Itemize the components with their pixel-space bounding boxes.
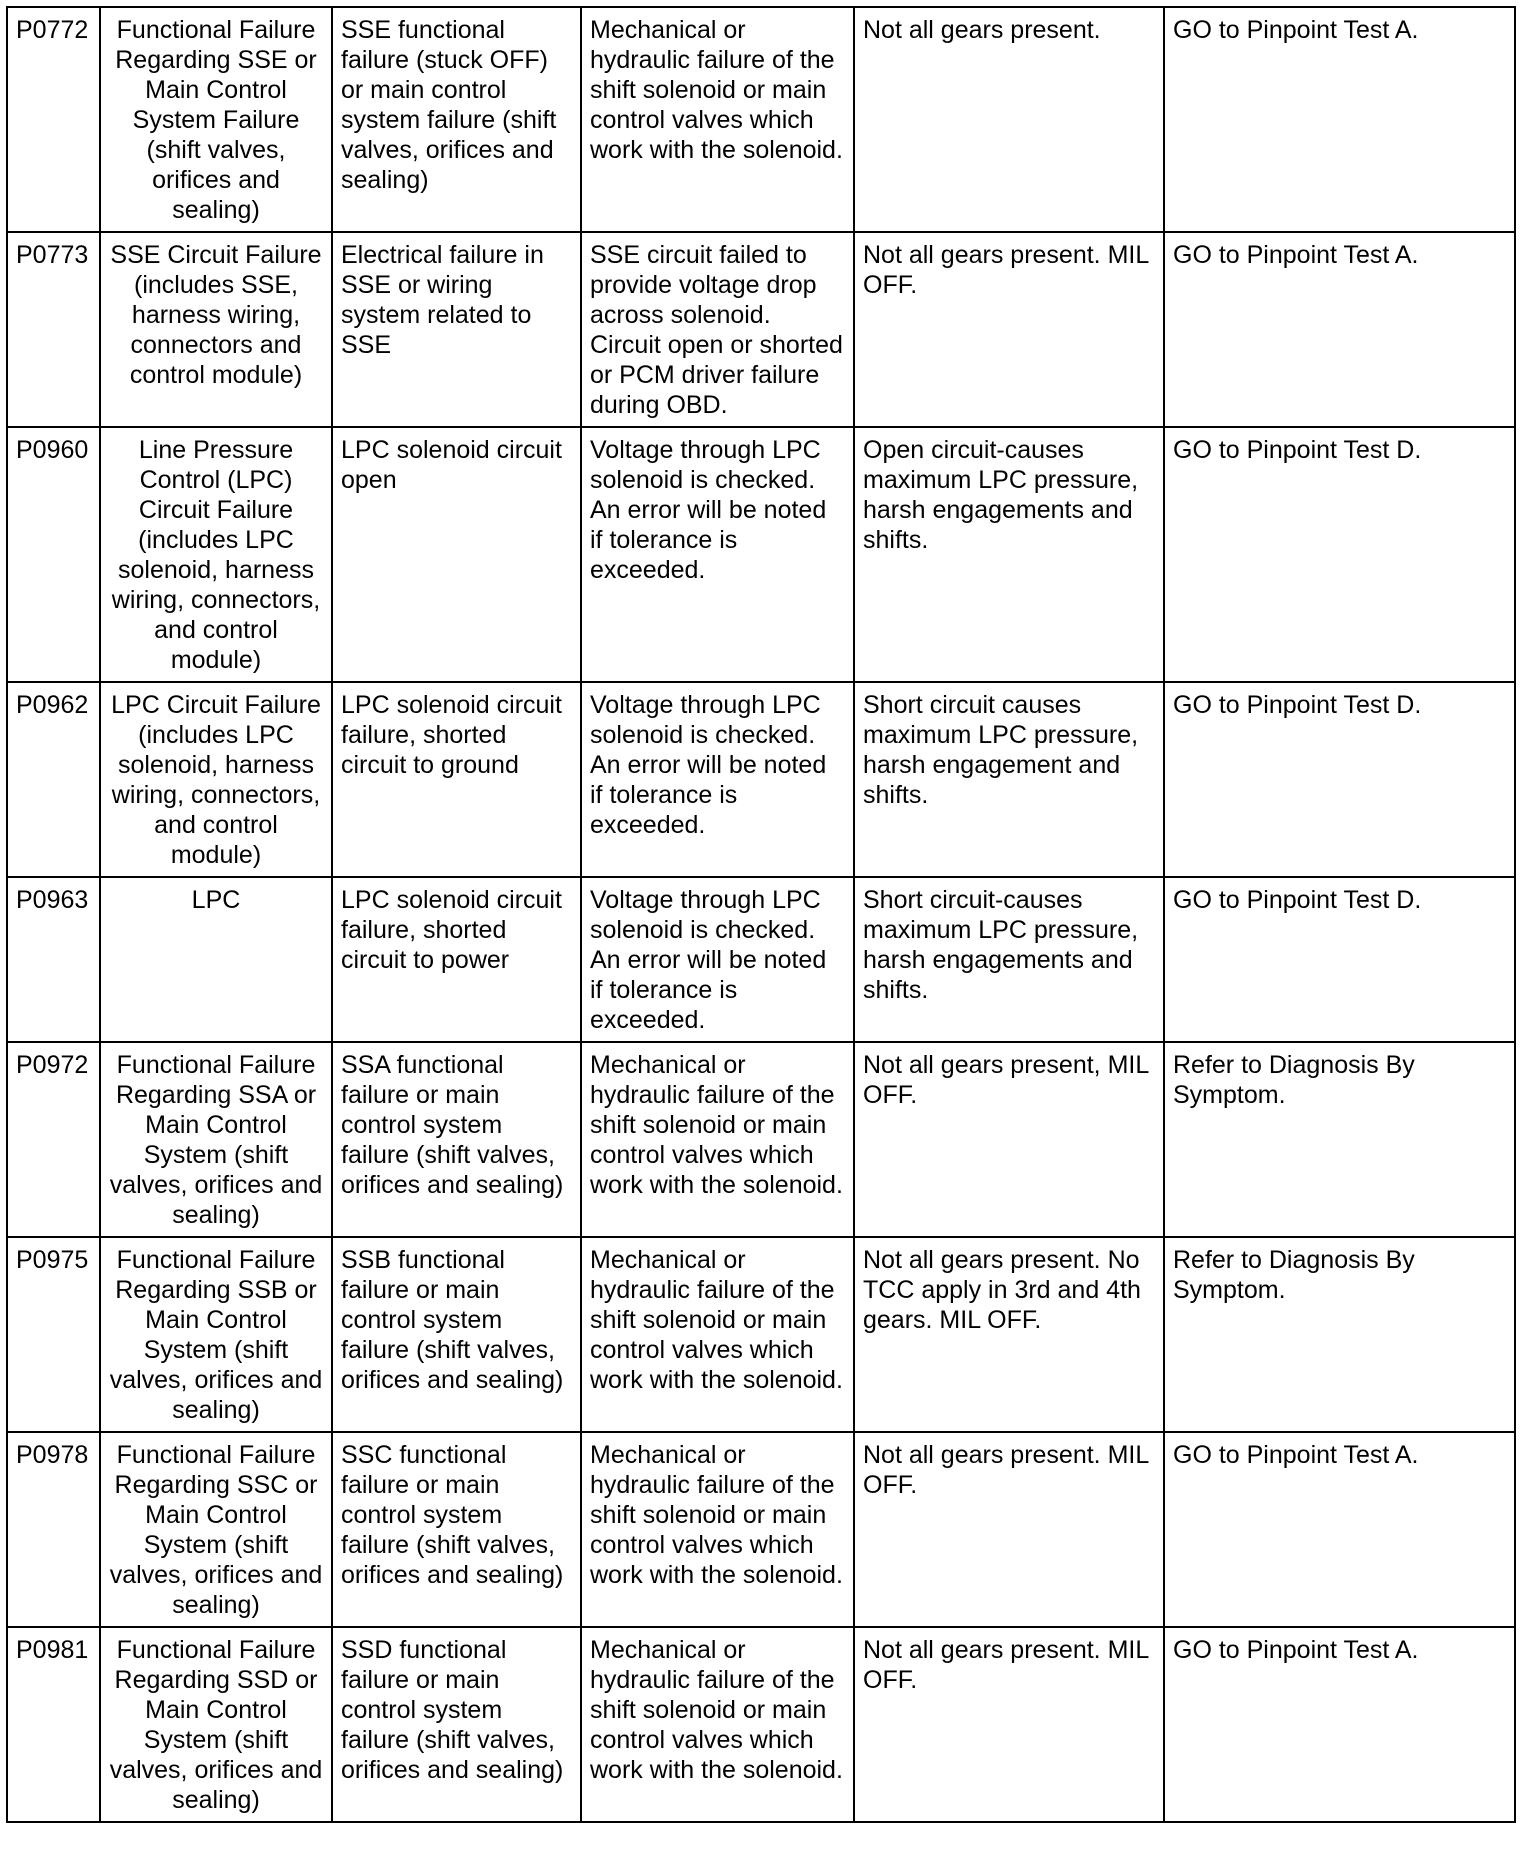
dtc-code-cell: P0960 [7, 427, 100, 682]
condition-cell: SSB functional failure or main control system failure (shift valves, orifices and sealing) [332, 1237, 581, 1432]
dtc-table [6, 6, 1516, 1823]
condition-cell: SSC functional failure or main control system failure (shift valves, orifices and sealing) [332, 1432, 581, 1627]
condition-cell: SSA functional failure or main control system failure (shift valves, orifices and sealing) [332, 1042, 581, 1237]
condition-cell: LPC solenoid circuit open [332, 427, 581, 682]
table-row [7, 1237, 1515, 1432]
dtc-code-cell: P0981 [7, 1627, 100, 1822]
dtc-code-cell: P0962 [7, 682, 100, 877]
symptom-cell: Not all gears present. [854, 7, 1164, 232]
monitor-cell: Mechanical or hydraulic failure of the shift solenoid or main control valves which work with the solenoid. [581, 1237, 854, 1432]
monitor-cell: Voltage through LPC solenoid is checked. An error will be noted if tolerance is exceeded. [581, 682, 854, 877]
symptom-cell: Short circuit-causes maximum LPC pressure, harsh engagements and shifts. [854, 877, 1164, 1042]
dtc-table-body [7, 7, 1515, 1822]
dtc-description-cell: Line Pressure Control (LPC) Circuit Failure (includes LPC solenoid, harness wiring, connectors, and control module) [100, 427, 332, 682]
action-cell: Refer to Diagnosis By Symptom. [1164, 1042, 1515, 1237]
symptom-cell: Not all gears present. MIL OFF. [854, 232, 1164, 427]
action-cell: GO to Pinpoint Test D. [1164, 682, 1515, 877]
dtc-description-cell: Functional Failure Regarding SSD or Main Control System (shift valves, orifices and sealing) [100, 1627, 332, 1822]
dtc-code-cell: P0975 [7, 1237, 100, 1432]
condition-cell: Electrical failure in SSE or wiring system related to SSE [332, 232, 581, 427]
condition-cell: LPC solenoid circuit failure, shorted circuit to power [332, 877, 581, 1042]
action-cell: Refer to Diagnosis By Symptom. [1164, 1237, 1515, 1432]
dtc-description-cell: Functional Failure Regarding SSC or Main Control System (shift valves, orifices and sealing) [100, 1432, 332, 1627]
table-row [7, 427, 1515, 682]
monitor-cell: Mechanical or hydraulic failure of the shift solenoid or main control valves which work with the solenoid. [581, 1627, 854, 1822]
table-row [7, 1627, 1515, 1822]
condition-cell: SSD functional failure or main control system failure (shift valves, orifices and sealing) [332, 1627, 581, 1822]
dtc-code-cell: P0963 [7, 877, 100, 1042]
table-row [7, 7, 1515, 232]
dtc-code-cell: P0978 [7, 1432, 100, 1627]
condition-cell: SSE functional failure (stuck OFF) or main control system failure (shift valves, orifices and sealing) [332, 7, 581, 232]
dtc-description-cell: Functional Failure Regarding SSE or Main Control System Failure (shift valves, orifices and sealing) [100, 7, 332, 232]
table-row [7, 232, 1515, 427]
action-cell: GO to Pinpoint Test D. [1164, 427, 1515, 682]
dtc-description-cell: Functional Failure Regarding SSA or Main Control System (shift valves, orifices and sealing) [100, 1042, 332, 1237]
symptom-cell: Short circuit causes maximum LPC pressure, harsh engagement and shifts. [854, 682, 1164, 877]
dtc-description-cell: LPC [100, 877, 332, 1042]
action-cell: GO to Pinpoint Test A. [1164, 1627, 1515, 1822]
dtc-description-cell: Functional Failure Regarding SSB or Main Control System (shift valves, orifices and sealing) [100, 1237, 332, 1432]
action-cell: GO to Pinpoint Test A. [1164, 1432, 1515, 1627]
action-cell: GO to Pinpoint Test A. [1164, 7, 1515, 232]
monitor-cell: Mechanical or hydraulic failure of the shift solenoid or main control valves which work with the solenoid. [581, 1042, 854, 1237]
monitor-cell: Voltage through LPC solenoid is checked. An error will be noted if tolerance is exceeded. [581, 427, 854, 682]
monitor-cell: Mechanical or hydraulic failure of the shift solenoid or main control valves which work with the solenoid. [581, 1432, 854, 1627]
table-row [7, 682, 1515, 877]
action-cell: GO to Pinpoint Test A. [1164, 232, 1515, 427]
monitor-cell: Mechanical or hydraulic failure of the shift solenoid or main control valves which work with the solenoid. [581, 7, 854, 232]
monitor-cell: Voltage through LPC solenoid is checked. An error will be noted if tolerance is exceeded. [581, 877, 854, 1042]
table-row [7, 1432, 1515, 1627]
table-row [7, 877, 1515, 1042]
symptom-cell: Open circuit-causes maximum LPC pressure, harsh engagements and shifts. [854, 427, 1164, 682]
action-cell: GO to Pinpoint Test D. [1164, 877, 1515, 1042]
dtc-description-cell: SSE Circuit Failure (includes SSE, harness wiring, connectors and control module) [100, 232, 332, 427]
symptom-cell: Not all gears present, MIL OFF. [854, 1042, 1164, 1237]
symptom-cell: Not all gears present. MIL OFF. [854, 1627, 1164, 1822]
dtc-code-cell: P0972 [7, 1042, 100, 1237]
table-row [7, 1042, 1515, 1237]
symptom-cell: Not all gears present. No TCC apply in 3rd and 4th gears. MIL OFF. [854, 1237, 1164, 1432]
symptom-cell: Not all gears present. MIL OFF. [854, 1432, 1164, 1627]
monitor-cell: SSE circuit failed to provide voltage drop across solenoid. Circuit open or shorted or PCM driver failure during OBD. [581, 232, 854, 427]
dtc-description-cell: LPC Circuit Failure (includes LPC solenoid, harness wiring, connectors, and control module) [100, 682, 332, 877]
dtc-code-cell: P0773 [7, 232, 100, 427]
condition-cell: LPC solenoid circuit failure, shorted circuit to ground [332, 682, 581, 877]
dtc-code-cell: P0772 [7, 7, 100, 232]
